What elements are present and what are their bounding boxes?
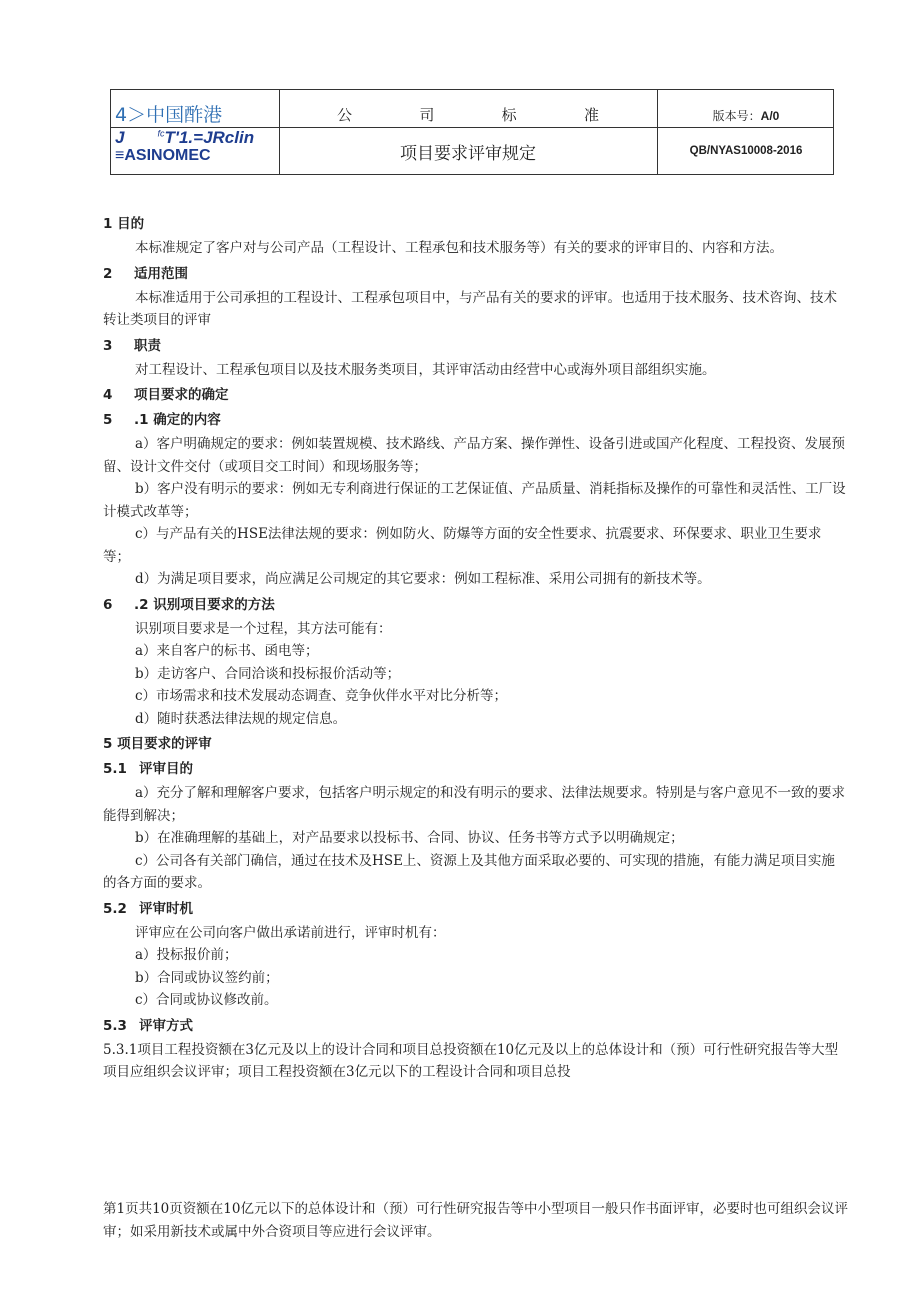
- paragraph: 5.3.1项目工程投资额在3亿元及以上的设计合同和项目总投资额在10亿元及以上的总体设计和（预）可行性研究报告等大型项目应组织会议评审；项目工程投资额在3亿元以下的工程设计合同和项目总投: [103, 1041, 839, 1080]
- paragraph: 识别项目要求是一个过程，其方法可能有：: [135, 620, 392, 637]
- standard-char: 标: [501, 106, 517, 124]
- section-number: 5.3: [103, 1017, 127, 1034]
- version-value: A/0: [760, 109, 780, 123]
- section-heading: 5 项目要求的评审: [103, 736, 212, 752]
- list-item: a）客户明确规定的要求：例如装置规模、技术路线、产品方案、操作弹性、设备引进或国产化程度、工程投资、发展预留、设计文件交付（或项目交工时间）和现场服务等；: [103, 436, 846, 475]
- section-number: 3: [103, 337, 113, 354]
- company-logo-english: ≡ASINOMEC: [115, 147, 211, 164]
- document-body: [103, 210, 848, 1084]
- list-item: a）充分了解和理解客户要求，包括客户明示规定的和没有明示的要求、法律法规要求。特别是与客户意见不一致的要求能得到解决；: [103, 785, 846, 824]
- section-title: 评审时机: [139, 900, 193, 917]
- section-number: 5: [103, 412, 113, 428]
- document-header-table: [110, 89, 834, 175]
- section-heading: [103, 384, 848, 406]
- section-heading: [103, 263, 848, 285]
- standard-char: 司: [419, 106, 435, 124]
- section-number: 1: [103, 216, 113, 232]
- section-heading: [103, 335, 848, 357]
- paragraph: 对工程设计、工程承包项目以及技术服务类项目，其评审活动由经营中心或海外项目部组织实施。: [135, 361, 716, 378]
- section-title: 适用范围: [134, 265, 188, 282]
- section-heading: [103, 409, 848, 431]
- section-heading: [103, 1015, 848, 1037]
- company-logo-text: 4＞中国酢港: [115, 104, 223, 126]
- paragraph: 本标准适用于公司承担的工程设计、工程承包项目中，与产品有关的要求的评审。也适用于技术服务、技术咨询、技术转让类项目的评审: [103, 289, 837, 328]
- section-heading: [103, 594, 848, 616]
- header-divider: [657, 90, 658, 174]
- list-item: a）投标报价前；: [135, 947, 238, 963]
- list-item: d）为满足项目要求，尚应满足公司规定的其它要求：例如工程标准、采用公司拥有的新技术等。: [135, 571, 711, 587]
- section-number: 5.1: [103, 761, 127, 777]
- document-code: QB/NYAS10008-2016: [689, 145, 803, 157]
- list-item: c）与产品有关的HSE法律法规的要求：例如防火、防爆等方面的安全性要求、抗震要求、环保要求、职业卫生要求等；: [103, 526, 822, 565]
- page-footer-text: 第1页共10页资额在10亿元以下的总体设计和（预）可行性研究报告等中小型项目一般只作书面评审，必要时也可组织会议评审；如采用新技术或属中外合资项目等应进行会议评审。: [103, 1201, 848, 1240]
- list-item: b）走访客户、合同洽谈和投标报价活动等；: [135, 665, 401, 682]
- section-number: 4: [103, 387, 113, 403]
- list-item: d）随时获悉法律法规的规定信息。: [135, 710, 347, 727]
- list-item: b）合同或协议签约前；: [135, 969, 279, 986]
- section-number: 6: [103, 596, 113, 613]
- logo-glyph-rest: T'1.=JRclin: [164, 128, 255, 147]
- logo-superscript: fc: [157, 128, 165, 139]
- paragraph: 本标准规定了客户对与公司产品（工程设计、工程承包和技术服务等）有关的要求的评审目的、内容和方法。: [135, 240, 783, 256]
- section-title: 职责: [134, 337, 161, 354]
- section-heading: [103, 758, 848, 780]
- section-number: 2: [103, 265, 113, 282]
- section-heading: [103, 213, 848, 235]
- section-title: 评审方式: [139, 1017, 193, 1034]
- list-item: c）市场需求和技术发展动态调查、竞争伙伴水平对比分析等；: [135, 688, 508, 704]
- section-heading: [103, 898, 848, 920]
- document-title: 项目要求评审规定: [400, 144, 536, 164]
- section-title: 项目要求的确定: [134, 387, 229, 403]
- list-item: a）来自客户的标书、函电等；: [135, 643, 319, 659]
- logo-glyph: J: [115, 128, 125, 147]
- list-item: c）合同或协议修改前。: [135, 992, 278, 1008]
- company-logo-subtext: [115, 128, 254, 148]
- list-item: c）公司各有关部门确信，通过在技术及HSE上、资源上及其他方面采取必要的、可实现的措施，有能力满足项目实施的各方面的要求。: [103, 852, 835, 891]
- version-field: [657, 107, 835, 124]
- list-item: b）客户没有明示的要求：例如无专利商进行保证的工艺保证值、产品质量、消耗指标及操作的可靠性和灵活性、工厂设计模式改革等；: [103, 481, 846, 520]
- section-title: .2 识别项目要求的方法: [134, 596, 275, 613]
- paragraph: 评审应在公司向客户做出承诺前进行，评审时机有：: [135, 924, 446, 941]
- section-number: 5.2: [103, 900, 127, 917]
- version-label: 版本号：: [712, 109, 761, 123]
- section-title: 评审目的: [139, 761, 193, 777]
- standard-char: 准: [583, 106, 599, 124]
- section-title: .1 确定的内容: [134, 412, 221, 428]
- section-title: 目的: [117, 216, 145, 232]
- standard-char: 公: [337, 106, 353, 124]
- standard-label: [279, 104, 657, 125]
- list-item: b）在准确理解的基础上，对产品要求以投标书、合同、协议、任务书等方式予以明确规定；: [135, 830, 684, 846]
